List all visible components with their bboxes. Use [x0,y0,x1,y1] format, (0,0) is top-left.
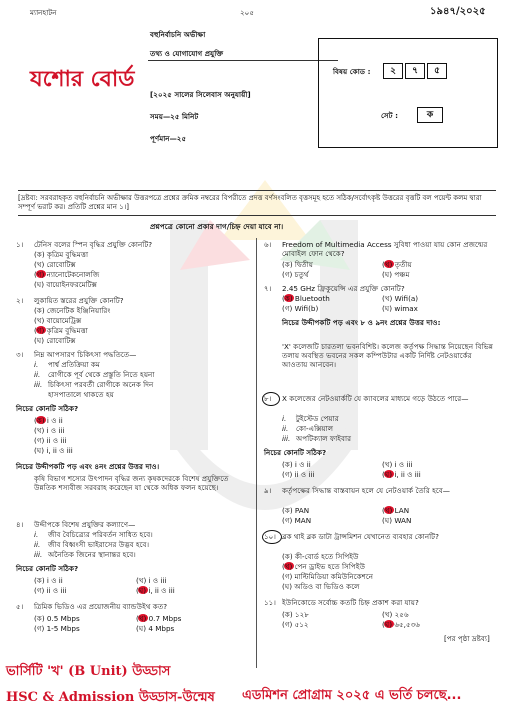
option-b[interactable]: (খ) 0.7 Mbps [136,614,182,623]
subject-code-digit: ৫ [427,63,447,79]
statement-iii-marker: iii. [34,550,43,559]
question-number: ১১। [264,598,276,607]
question-11 [264,598,496,607]
question-10 [264,532,496,541]
option-a[interactable]: (ক) i ও ii [34,416,63,425]
option-b[interactable]: (খ) i ও iii [34,426,65,435]
footer-admission-banner: এডমিশন প্রোগ্রাম ২০২৫ এ ভর্তি চলছে... [242,688,462,703]
question-number: ৪। [16,520,24,529]
marking-note: প্রশ্নপত্রে কোনো প্রকার দাগ/চিহ্ন দেয়া যাবে না। [150,222,284,231]
question-text: ত্রিমিক ভিডিও এর প্রয়োজনীয় ব্যান্ডউইথ কত? [34,602,168,611]
question-4 [16,520,252,529]
question-text: নিম্ন আপসারণ চিকিৎসা পদ্ধতিতে— [34,350,137,359]
option-c[interactable]: (গ) চতুর্থ [282,270,309,279]
statement-iii-marker: iii. [34,380,43,389]
question-number: ৯। [264,486,272,495]
option-d[interactable]: (ঘ) i, ii ও iii [382,470,421,479]
stimulus-instruction: নিচের উদ্দীপকটি পড় এবং ৮ ও ৯নং প্রশ্নের উত্তর দাও: [282,318,441,327]
footer-ad-line1: ভার্সিটি 'খ' (B Unit) উড্ডাস [6,664,171,679]
option-c[interactable]: (গ) মাল্টিমিডিয়া কমিউনিকেশনে [282,572,374,581]
statement-ii-marker: ii. [34,370,41,379]
option-d[interactable]: (ঘ) WAN [382,516,412,525]
exam-code: ১৯৪৭/২০২৫ [430,6,486,17]
statement-iii: অপটিক্যাল ফাইবার [296,434,352,443]
question-text: টেনিস বলের স্পিন বৃদ্ধির প্রযুক্তি কোনটি? [34,240,153,249]
option-c[interactable]: (গ) 1-5 Mbps [34,624,80,633]
question-5 [16,602,252,611]
question-6 [264,240,496,258]
option-d[interactable]: (ঘ) ৬৫,৫৩৬ [382,620,420,629]
question-text: Freedom of Multimedia Access সুবিধা পাওয়া যায় কোন প্রজন্মের মোবাইল ফোন থেকে? [282,240,488,258]
stimulus-instruction: নিচের উদ্দীপকটি পড় এবং ৪নং প্রশ্নের উত্তর দাও। [16,462,160,471]
option-b[interactable]: (খ) LAN [382,506,410,515]
statement-iii: চিকিৎসা পরবর্তী রোগীকে অনেক দিন [48,380,154,389]
question-2 [16,296,252,305]
option-b[interactable]: (খ) i ও iii [136,576,167,585]
question-7 [264,284,496,293]
option-c[interactable]: (গ) MAN [282,516,312,525]
instructions: [দ্রষ্টব্য: সরবরাহকৃত বহুনির্বাচনি অভীক্ষার উত্তরপত্রে প্রশ্নের ক্রমিক নম্বরের বিপরীতে প্রদত্ত বর্ণসংবলিত বৃত্তসমূহ হতে সঠিক/সর্বোৎকৃষ্ট উত্তরের বৃত্তটি বল পয়েন্ট কলম দ্বারা সম্পূর্ণ ভরাট কর। প্রতিটি প্রশ্নের মান ১।] [18,190,496,216]
stimulus-text: 'X' কলেজটি চারতলা ভবনবিশিষ্ট। কলেজ কর্তৃপক্ষ সিদ্ধান্ত নিয়েছেন বিভিন্ন তলায় অবস্থিত ভবনের সকল কম্পিউটার একটি নির্দিষ্ট নেটওয়ার্কের আওতায় আনবেন। [282,342,493,369]
subject-name: তথ্য ও যোগাযোগ প্রযুক্তি [150,49,224,58]
option-b[interactable]: (খ) বায়োমেট্রিক্স [34,316,82,325]
set-value: ক [417,107,443,123]
option-b[interactable]: (খ) তৃতীয় [382,260,412,269]
option-d[interactable]: (ঘ) পঞ্চম [382,270,410,279]
which-correct: নিচের কোনটি সঠিক? [264,448,327,457]
continue-note: [পর পৃষ্ঠা দ্রষ্টব্য] [444,634,490,643]
option-d[interactable]: (ঘ) অডিও বা ভিডিও কলে [282,582,360,591]
question-number: ১০। [264,532,276,541]
column-divider [256,238,257,668]
option-d[interactable]: (ঘ) wimax [382,304,418,313]
syllabus-note: [২০২৫ সালের সিলেবাস অনুযায়ী] [150,90,251,99]
option-a[interactable]: (ক) i ও ii [34,576,63,585]
statement-i-marker: i. [34,530,39,539]
header-left-label: ম্যানহাটন [30,8,57,17]
question-text: উদ্দীপকে বিশেষ প্রযুক্তির কল্যাণে— [34,520,136,529]
question-number: ৭। [264,284,272,293]
question-8 [264,394,496,403]
right-column [264,240,500,660]
option-b[interactable]: (খ) ২৫৬ [382,610,409,619]
question-number: ৮। [264,394,272,403]
statement-iii-marker: iii. [282,434,291,443]
option-c[interactable]: (গ) ii ও iii [34,586,67,595]
option-a[interactable]: (ক) কী-বোর্ড হতে সিপিইউ [282,552,359,561]
option-a[interactable]: (ক) PAN [282,506,310,515]
header-divider [148,60,338,61]
board-title: যশোর বোর্ড [30,66,135,92]
question-text: X কলেজের নেটওয়ার্কটি যে ক্যাবলের মাধ্যমে গড়ে উঠতে পারে— [282,394,469,403]
question-9 [264,486,496,495]
statement-ii: রোগীকে পূর্ব থেকে প্রস্তুতি নিতে হয়না [48,370,155,379]
option-b[interactable]: (খ) রোবোটিক্স [34,260,76,269]
option-a[interactable]: (ক) ১২৮ [282,610,309,619]
subject-code-cells [381,63,447,79]
question-3 [16,350,252,359]
question-number: ৩। [16,350,24,359]
option-b[interactable]: (খ) i ও iii [382,460,413,469]
question-text: ইউনিকোডে সর্বোচ্চ কতটি চিহ্ন প্রকাশ করা যায়? [282,598,419,607]
statement-i-marker: i. [34,360,39,369]
option-a[interactable]: (ক) জেনেটিক ইঞ্জিনিয়ারিং [34,306,111,315]
option-a[interactable]: (ক) দ্বিতীয় [282,260,313,269]
option-a[interactable]: (ক) i ও ii [282,460,311,469]
question-text: কর্তৃপক্ষের সিদ্ধান্ত বাস্তবায়ন হলে যে নেটওয়ার্ক তৈরি হবে— [282,486,450,495]
option-d[interactable]: (ঘ) i, ii ও iii [34,446,73,455]
question-text: লুকায়িত স্তরের প্রযুক্তি কোনটি? [34,296,124,305]
question-number: ৬। [264,240,272,249]
statement-ii: কো-এক্সিয়াল [296,424,334,433]
option-b[interactable]: (খ) পেন ড্রাইভ হতে সিপিইউ [282,562,366,571]
subject-code-label: বিষয় কোড : [333,67,371,76]
option-a[interactable]: (ক) 0.5 Mbps [34,614,80,623]
set-label: সেট : [381,111,398,120]
option-c[interactable]: (গ) কৃত্রিম বুদ্ধিমত্তা [34,326,88,335]
subject-code-digit: ৭ [405,63,425,79]
option-c[interactable]: (গ) ন্যানোটেকনোলজি [34,270,100,279]
statement-i: জীব বৈচিত্র্যের পরিবর্তন সাধিত হবে। [48,530,153,539]
option-d[interactable]: (ঘ) রোবোটিক্স [34,336,76,345]
time-limit: সময়—২৫ মিনিট [150,112,199,121]
option-c[interactable]: (গ) ৫১২ [282,620,309,629]
left-column [16,240,252,660]
option-d[interactable]: (ঘ) 4 Mbps [136,624,175,633]
option-c[interactable]: (গ) ii ও iii [282,470,315,479]
footer-ad-line2: HSC & Admission উড্ডাস-উন্মেষ [6,690,215,705]
option-b[interactable]: (খ) Wifi(a) [382,294,419,303]
option-c[interactable]: (গ) Wifi(b) [282,304,319,313]
page-number: ২০৫ [240,8,255,17]
option-a[interactable]: (ক) কৃত্রিম বুদ্ধিমত্তা [34,250,89,259]
question-text: ব্লক থাই ব্লক ডাটা ট্রান্সমিশন যেখানেত ব্যবহার কোনটি? [282,532,439,541]
statement-i: টুইস্টেড পেয়ার [296,414,339,423]
stimulus-text: কৃষি বিভাগ শস্যের উৎপাদন বৃদ্ধির জন্য কৃষকদেরকে বিশেষ প্রযুক্তিতে উন্নতিক শস্যবীজ সরবরাহ করেছেন যা থেকে অধিক ফলন হয়েছে। [34,474,229,492]
code-box [318,38,498,148]
full-marks: পূর্ণমান—২৫ [150,134,187,143]
statement-i-marker: i. [282,414,287,423]
statement-i: পার্শ্ব প্রতিক্রিয়া কম [48,360,100,369]
statement-ii: জীব বিধ্বংসী ভাইরাসের উদ্ভব হবে। [48,540,150,549]
option-d[interactable]: (ঘ) বায়োইনফরমেটিক্স [34,280,97,289]
statement-ii-marker: ii. [34,540,41,549]
option-d[interactable]: (ঘ) i, ii ও iii [136,586,175,595]
question-number: ৫। [16,602,24,611]
statement-iii: অনৈতিক জিনের স্থানান্তর হবে। [48,550,136,559]
statement-iii-cont: হাসপাতালে থাকতে হয় [48,390,114,399]
option-a[interactable]: (ক) Bluetooth [282,294,330,303]
question-number: ২। [16,296,24,305]
statement-ii-marker: ii. [282,424,289,433]
option-c[interactable]: (গ) ii ও iii [34,436,67,445]
question-text: 2.45 GHz ফ্রিকুয়েন্সি এর প্রযুক্তি কোনটি? [282,284,405,293]
which-correct: নিচের কোনটি সঠিক? [16,404,79,413]
exam-type: বহুনির্বাচনি অভীক্ষা [150,30,206,39]
which-correct: নিচের কোনটি সঠিক? [16,564,79,573]
question-number: ১। [16,240,24,249]
subject-code-digit: ২ [383,63,403,79]
question-1 [16,240,252,249]
